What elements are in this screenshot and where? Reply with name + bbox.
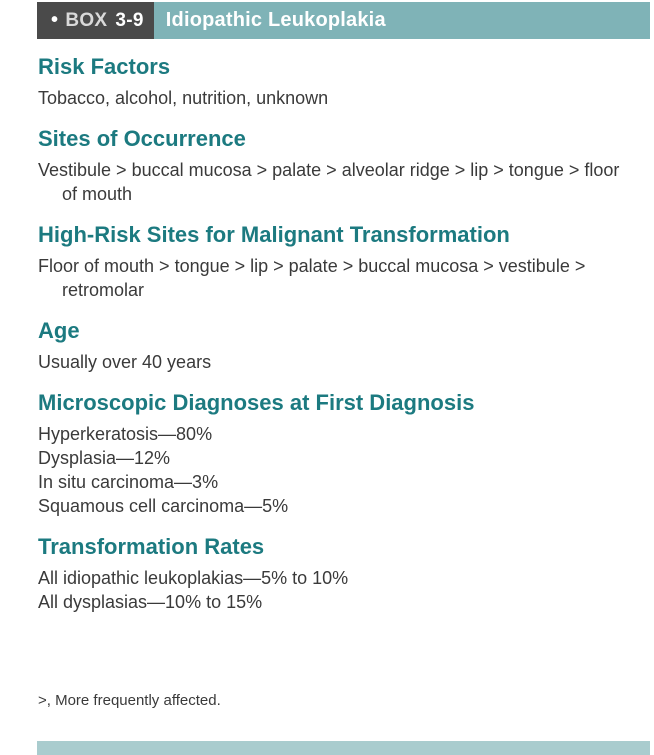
section-line: All dysplasias—10% to 15%	[38, 592, 263, 612]
section-body	[38, 86, 638, 110]
section-risk-factors	[38, 52, 638, 110]
box-bottom-bar	[37, 741, 650, 755]
box-number: 3-9	[115, 9, 144, 31]
footnote: >, More frequently affected.	[38, 692, 221, 709]
section-line: Usually over 40 years	[38, 352, 212, 372]
section-high-risk-sites	[38, 220, 638, 302]
section-line: Floor of mouth > tongue > lip > palate > buccal mucosa > vestibule > retromolar	[38, 256, 586, 300]
section-heading: Risk Factors	[38, 54, 171, 79]
section-heading: Microscopic Diagnoses at First Diagnosis	[38, 390, 475, 415]
section-body	[38, 422, 638, 518]
section-line: Squamous cell carcinoma—5%	[38, 496, 289, 516]
section-line: All idiopathic leukoplakias—5% to 10%	[38, 568, 349, 588]
section-body	[38, 254, 638, 302]
section-age	[38, 316, 638, 374]
bullet-icon: •	[51, 9, 59, 31]
section-heading: Age	[38, 318, 80, 343]
section-transformation-rates	[38, 532, 638, 614]
box-title: Idiopathic Leukoplakia	[165, 9, 386, 31]
section-body	[38, 158, 638, 206]
section-heading: High-Risk Sites for Malignant Transformation	[38, 222, 510, 247]
section-line: Hyperkeratosis—80%	[38, 424, 213, 444]
box-word: BOX	[65, 9, 108, 31]
section-body	[38, 350, 638, 374]
section-body	[38, 566, 638, 614]
section-line: In situ carcinoma—3%	[38, 472, 219, 492]
section-line: Tobacco, alcohol, nutrition, unknown	[38, 88, 329, 108]
box-content	[38, 52, 638, 628]
section-line: Dysplasia—12%	[38, 448, 171, 468]
section-heading: Transformation Rates	[38, 534, 265, 559]
section-line: Vestibule > buccal mucosa > palate > alveolar ridge > lip > tongue > floor of mouth	[38, 160, 620, 204]
section-heading: Sites of Occurrence	[38, 126, 246, 151]
section-sites-of-occurrence	[38, 124, 638, 206]
section-microscopic-diagnoses	[38, 388, 638, 518]
box-header	[37, 2, 650, 39]
box-label	[37, 2, 154, 39]
